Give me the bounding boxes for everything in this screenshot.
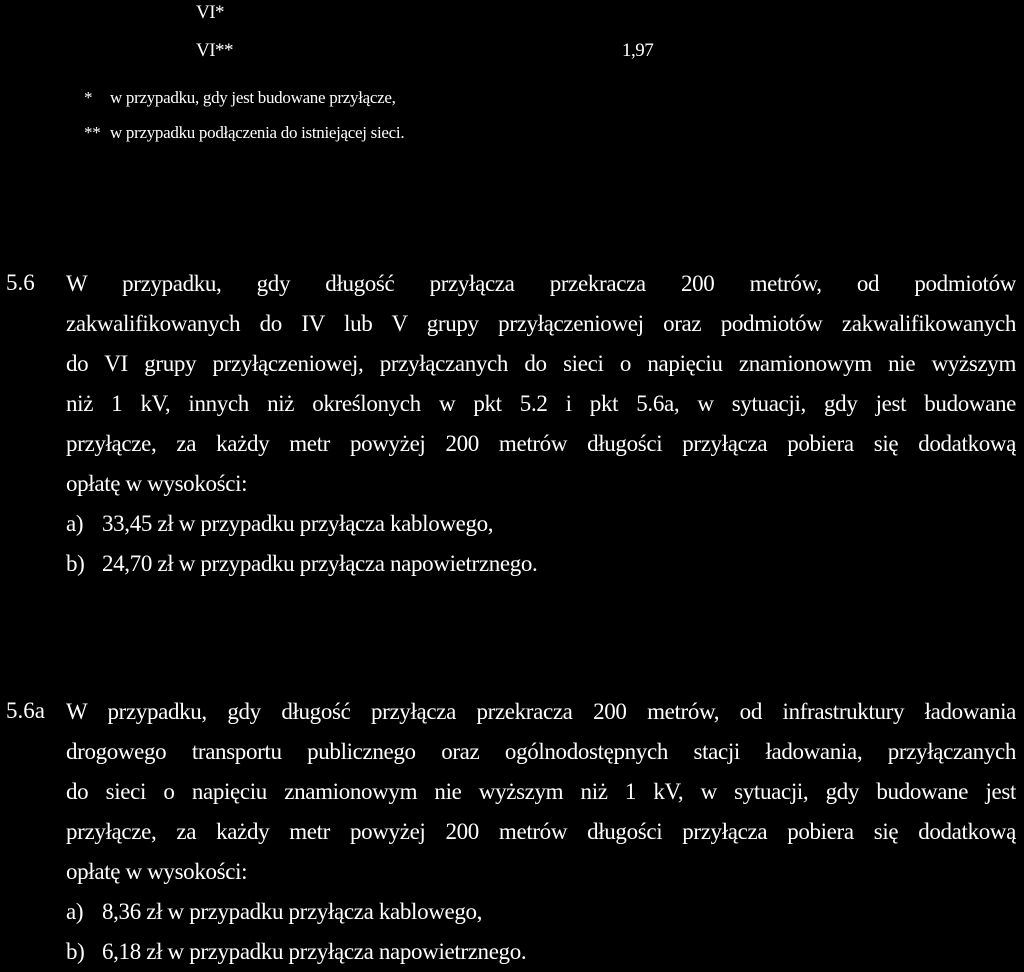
footnote (84, 88, 396, 108)
paragraph-line: przyłącze, za każdy metr powyżej 200 metrów długości przyłącza pobiera się dodatkową (66, 819, 1016, 844)
list-item-text: 24,70 zł w przypadku przyłącza napowietrznego. (102, 551, 538, 576)
paragraph-line: W przypadku, gdy długość przyłącza przekracza 200 metrów, od podmiotów (66, 271, 1016, 296)
paragraph-line: do sieci o napięciu znamionowym nie wyższym niż 1 kV, w sytuacji, gdy budowane jest (66, 779, 1016, 804)
section-number: 5.6a (6, 698, 45, 723)
list-item (66, 898, 1016, 926)
list-item-label: b) (66, 939, 85, 964)
paragraph-line: zakwalifikowanych do IV lub V grupy przyłączeniowej oraz podmiotów zakwalifikowanych (66, 311, 1016, 336)
list-item-text: 8,36 zł w przypadku przyłącza kablowego, (102, 899, 483, 924)
footnote (84, 123, 404, 143)
footnote-text: w przypadku, gdy jest budowane przyłącze, (110, 88, 396, 107)
list-item-text: 33,45 zł w przypadku przyłącza kablowego, (102, 511, 494, 536)
paragraph-line: przyłącze, za każdy metr powyżej 200 metrów długości przyłącza pobiera się dodatkową (66, 431, 1016, 456)
tariff-group-label: VI** (196, 40, 234, 61)
paragraph-line: W przypadku, gdy długość przyłącza przekracza 200 metrów, od infrastruktury ładowania (66, 699, 1016, 724)
paragraph-line: do VI grupy przyłączeniowej, przyłączanych do sieci o napięciu znamionowym nie wyższym (66, 351, 1016, 376)
tariff-group-label: VI* (196, 2, 225, 23)
list-item-label: a) (66, 511, 84, 536)
list-item (66, 510, 1016, 538)
footnote-mark: * (84, 88, 93, 107)
paragraph-line: opłatę w wysokości: (66, 859, 248, 884)
paragraph-line: opłatę w wysokości: (66, 471, 248, 496)
list-item (66, 938, 1016, 966)
footnote-mark: ** (84, 123, 101, 142)
footnote-text: w przypadku podłączenia do istniejącej sieci. (110, 123, 405, 142)
tariff-value: 1,97 (622, 40, 654, 61)
list-item (66, 550, 1016, 578)
paragraph-line: niż 1 kV, innych niż określonych w pkt 5.2 i pkt 5.6a, w sytuacji, gdy jest budowane (66, 391, 1016, 416)
paragraph-line: drogowego transportu publicznego oraz ogólnodostępnych stacji ładowania, przyłączanych (66, 739, 1016, 764)
list-item-label: a) (66, 899, 84, 924)
list-item-label: b) (66, 551, 85, 576)
list-item-text: 6,18 zł w przypadku przyłącza napowietrznego. (102, 939, 527, 964)
section-number: 5.6 (6, 270, 35, 295)
